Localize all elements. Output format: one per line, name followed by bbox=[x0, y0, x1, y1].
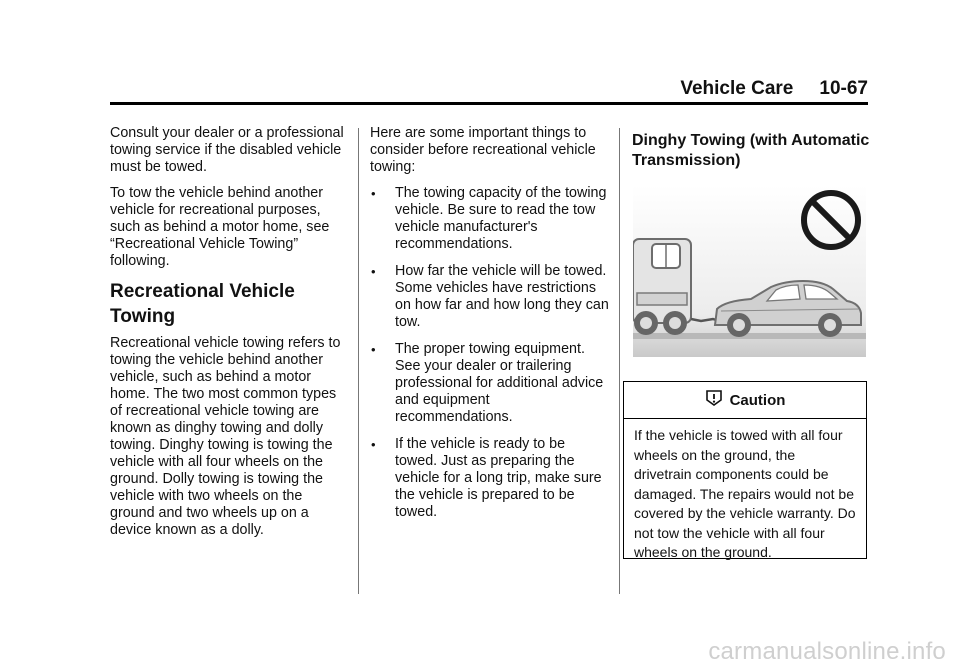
bullet-list bbox=[370, 185, 610, 521]
paragraph: Recreational vehicle towing refers to towing the vehicle behind another vehicle, such as behind a motor home. The two most common types of recreational vehicle towing are known as dinghy towing and dolly towing. Dinghy towing is towing the vehicle with all four wheels on the ground. Dolly towing is towing the vehicle with two wheels on the ground and two wheels up on a device known as a dolly. bbox=[110, 335, 341, 538]
header-rule bbox=[110, 102, 868, 105]
paragraph: Consult your dealer or a professional towing service if the disabled vehicle must be towed. bbox=[110, 125, 344, 175]
list-item bbox=[370, 341, 610, 426]
page-header bbox=[110, 78, 868, 100]
bullet-icon: • bbox=[371, 186, 376, 201]
list-item bbox=[370, 436, 610, 521]
warning-symbol-icon bbox=[705, 389, 723, 411]
caution-text: If the vehicle is towed with all four wheels on the ground, the drivetrain components could be damaged. The repairs would not be covered by the vehicle warranty. Do not tow the vehicle with all four wheels on the ground. bbox=[634, 427, 856, 560]
list-item-text: How far the vehicle will be towed. Some vehicles have restrictions on how far and how long they can tow. bbox=[395, 263, 609, 330]
list-item-text: If the vehicle is ready to be towed. Just as preparing the vehicle for a long trip, make sure the vehicle is prepared to be towed. bbox=[395, 436, 602, 520]
section-title: Vehicle Care bbox=[680, 78, 794, 99]
subsection-heading: Dinghy Towing (with Automatic Transmission) bbox=[632, 132, 870, 169]
list-item-text: The proper towing equipment. See your dealer or trailering professional for additional advice and equipment recommendations. bbox=[395, 341, 604, 425]
column-right bbox=[632, 125, 870, 171]
column-left bbox=[110, 125, 350, 548]
column-divider bbox=[619, 128, 620, 594]
bullet-icon: • bbox=[371, 342, 376, 357]
list-item bbox=[370, 185, 610, 253]
motor-home-graphic bbox=[633, 239, 691, 335]
paragraph: Here are some important things to consider before recreational vehicle towing: bbox=[370, 125, 596, 175]
page-number: 10-67 bbox=[819, 78, 868, 99]
caution-box bbox=[623, 381, 867, 559]
bullet-icon: • bbox=[371, 264, 376, 279]
caution-header bbox=[624, 382, 866, 419]
dinghy-towing-illustration bbox=[633, 185, 866, 357]
bullet-icon: • bbox=[371, 437, 376, 452]
column-middle bbox=[370, 125, 610, 531]
list-item-text: The towing capacity of the towing vehicle. Be sure to read the tow vehicle manufacturer's recommendations. bbox=[395, 185, 607, 252]
caution-title: Caution bbox=[729, 391, 786, 409]
list-item bbox=[370, 263, 610, 331]
section-heading: Recreational Vehicle Towing bbox=[110, 281, 295, 327]
paragraph: To tow the vehicle behind another vehicle for recreational purposes, such as behind a motor home, see “Recreational Vehicle Towing” following. bbox=[110, 185, 330, 269]
column-divider bbox=[358, 128, 359, 594]
watermark: carmanualsonline.info bbox=[708, 638, 946, 665]
